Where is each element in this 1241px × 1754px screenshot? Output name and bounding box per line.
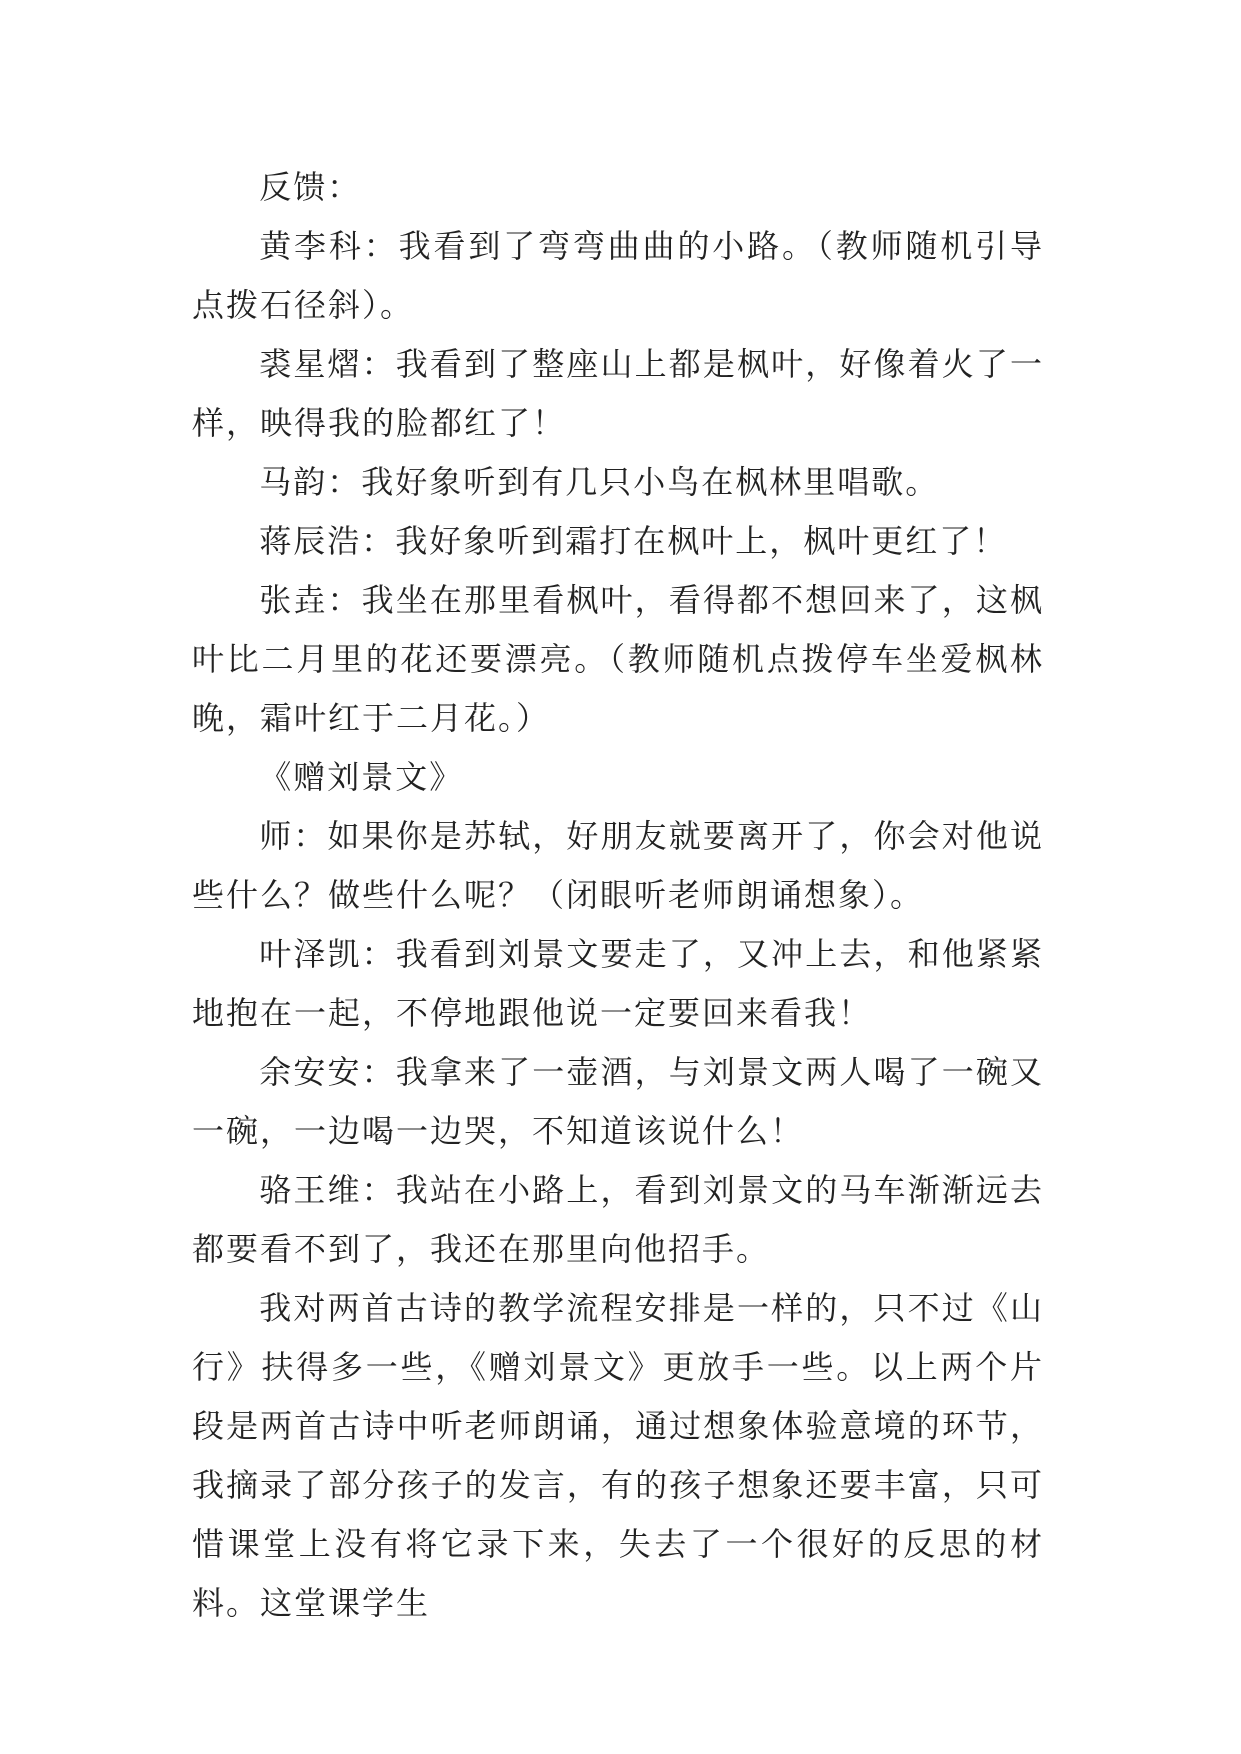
paragraph-reflection: 我对两首古诗的教学流程安排是一样的，只不过《山行》扶得多一些，《赠刘景文》更放手一些。以上两个片段是两首古诗中听老师朗诵，通过想象体验意境的环节，我摘录了部分孩子的发言，有的孩子想象还要丰富，只可惜课堂上没有将它录下来，失去了一个很好的反思的材料。这堂课学生 [192,1289,1044,1622]
paragraph-huang-like: 黄李科：我看到了弯弯曲曲的小路。（教师随机引导点拨石径斜）。 [192,227,1044,324]
paragraph-qiu-xingyi: 裘星熠：我看到了整座山上都是枫叶，好像着火了一样，映得我的脸都红了！ [192,345,1044,442]
paragraph-feedback-heading: 反馈： [259,168,362,206]
paragraph-luo-wangwei: 骆王维：我站在小路上，看到刘景文的马车渐渐远去都要看不到了，我还在那里向他招手。 [192,1171,1044,1268]
paragraph-yu-anan: 余安安：我拿来了一壶酒，与刘景文两人喝了一碗又一碗，一边喝一边哭，不知道该说什么！ [192,1053,1044,1150]
paragraph-ye-zekai: 叶泽凯：我看到刘景文要走了，又冲上去，和他紧紧地抱在一起，不停地跟他说一定要回来看我！ [192,935,1044,1032]
paragraph-jiang-chenhao: 蒋辰浩：我好象听到霜打在枫叶上，枫叶更红了！ [259,522,1008,560]
paragraph-poem-title: 《赠刘景文》 [259,758,464,796]
paragraph-teacher-question: 师：如果你是苏轼，好朋友就要离开了，你会对他说些什么？做些什么呢？（闭眼听老师朗诵想象）。 [192,817,1044,914]
paragraph-zhang-yao: 张垚：我坐在那里看枫叶，看得都不想回来了，这枫叶比二月里的花还要漂亮。（教师随机点拨停车坐爱枫林晚，霜叶红于二月花。） [192,581,1044,737]
paragraph-ma-yun: 马韵：我好象听到有几只小鸟在枫林里唱歌。 [259,463,940,501]
document-body [192,158,1044,1633]
